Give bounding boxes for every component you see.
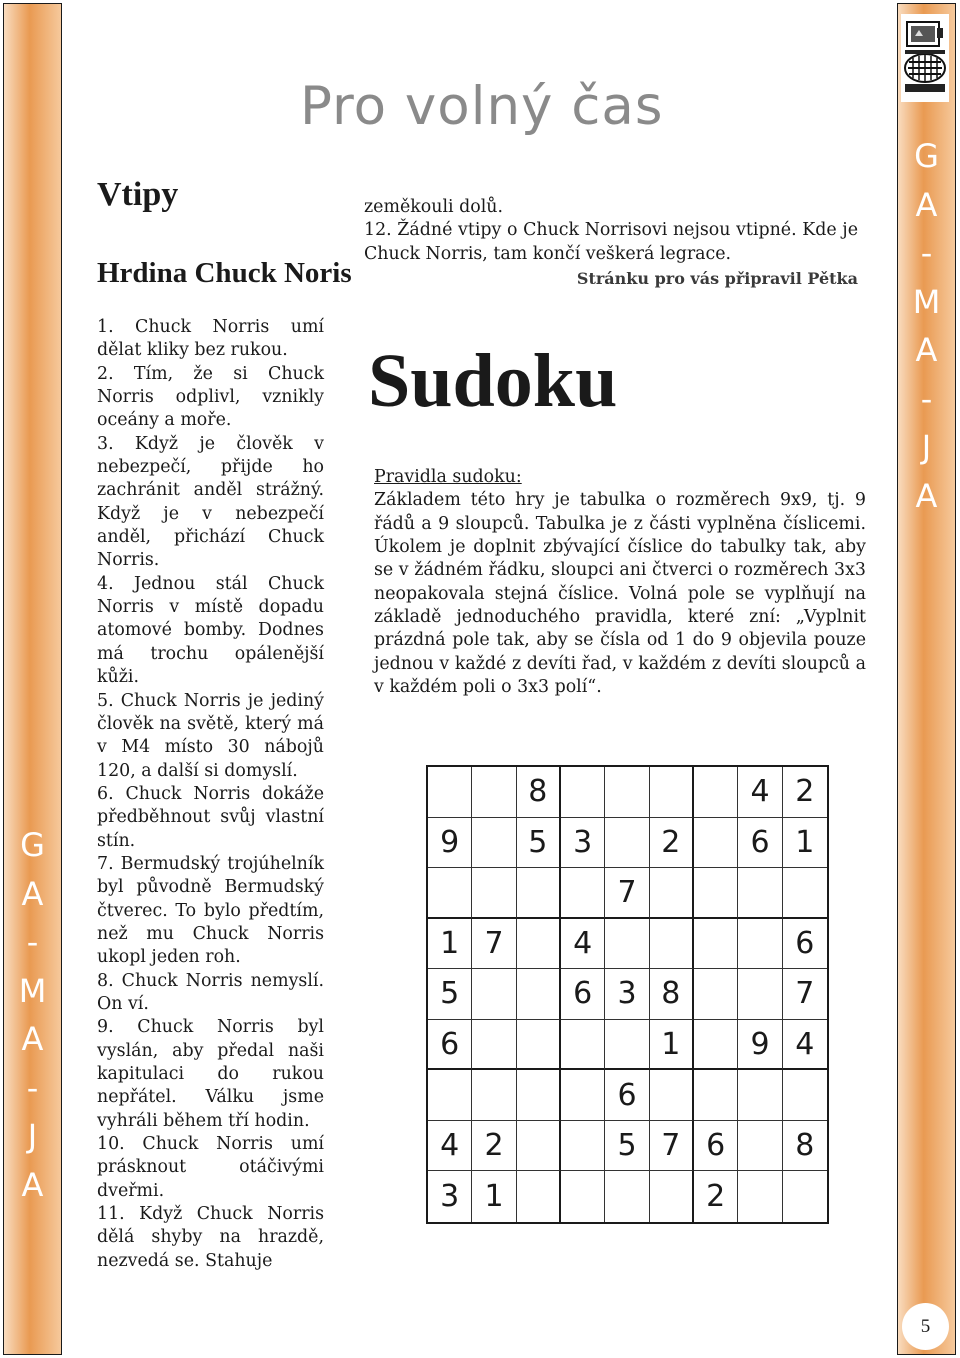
sudoku-cell: 6 [738, 818, 782, 869]
side-letter: A [915, 476, 938, 515]
sudoku-cell [605, 767, 649, 818]
sudoku-cell [738, 969, 782, 1020]
joke-item: 3. Když je člověk v nebezpečí, přijde ho zachránit anděl strážný. Když je v nebezpečí anděl, přichází Chuck Norris. [97, 433, 324, 571]
sudoku-cell [472, 1020, 516, 1071]
sudoku-cell: 5 [517, 818, 561, 869]
joke-item: 7. Bermudský trojúhelník byl původně Bermudský čtverec. To bylo předtím, než mu Chuck Norris ukopl jeden roh. [97, 853, 324, 968]
sudoku-cell [472, 1070, 516, 1121]
sudoku-cell [738, 919, 782, 970]
side-letter: - [920, 379, 933, 418]
side-letter: J [27, 1117, 38, 1155]
sudoku-cell: 8 [650, 969, 694, 1020]
joke-item: 2. Tím, že si Chuck Norris odplivl, vznikly oceány a moře. [97, 363, 324, 431]
sudoku-cell [561, 1171, 605, 1222]
sudoku-cell: 5 [605, 1121, 649, 1172]
sudoku-cell: 2 [472, 1121, 516, 1172]
side-letter: A [915, 331, 938, 369]
joke-item: 6. Chuck Norris dokáže předběhnout svůj vlastní stín. [97, 783, 324, 851]
side-letter: M [18, 971, 47, 1010]
sudoku-cell [694, 767, 738, 818]
sudoku-cell: 1 [472, 1171, 516, 1222]
jokes-heading: Vtipy [97, 176, 179, 213]
sudoku-cell: 4 [783, 1020, 827, 1071]
sudoku-cell: 7 [650, 1121, 694, 1172]
joke-item: 9. Chuck Norris byl vyslán, aby předal naši kapitulaci do rukou nepřátel. Válku jsme vyhráli během tří hodin. [97, 1017, 324, 1131]
sudoku-cell [517, 1070, 561, 1121]
side-letter: G [914, 137, 939, 175]
sudoku-cell: 5 [428, 969, 472, 1020]
sudoku-cell [561, 1020, 605, 1071]
sudoku-cell: 8 [517, 767, 561, 818]
sudoku-cell: 6 [605, 1070, 649, 1121]
sudoku-cell: 7 [605, 868, 649, 919]
sudoku-cell: 7 [472, 919, 516, 970]
sudoku-title: Sudoku [368, 339, 618, 423]
sudoku-cell [605, 919, 649, 970]
sudoku-cell: 2 [783, 767, 827, 818]
section-title: Pro volný čas [300, 76, 664, 137]
side-letter: - [26, 923, 39, 961]
page-number-badge [902, 1303, 949, 1350]
sudoku-cell: 1 [428, 919, 472, 970]
sudoku-cell [605, 1020, 649, 1071]
joke-item: 11. Když Chuck Norris dělá shyby na hrazdě, nezvedá se. Stahuje [97, 1204, 324, 1271]
sudoku-cell: 9 [738, 1020, 782, 1071]
left-side-bar [3, 3, 62, 1355]
sudoku-cell [650, 1171, 694, 1222]
side-letter: A [21, 1165, 44, 1204]
joke-item-12: 12. Žádné vtipy o Chuck Norrisovi nejsou vtipné. Kde je Chuck Norris, tam končí veškerá legrace. [364, 220, 858, 264]
sudoku-cell: 7 [783, 969, 827, 1020]
side-letter: - [920, 234, 933, 272]
sudoku-cell: 8 [783, 1121, 827, 1172]
sudoku-cell: 2 [650, 818, 694, 869]
sudoku-cell [472, 818, 516, 869]
side-letter: M [912, 282, 941, 321]
joke-continuation-text: zeměkouli dolů. [364, 197, 503, 217]
side-letter: - [26, 1068, 39, 1107]
sudoku-cell: 6 [428, 1020, 472, 1071]
sudoku-cell [694, 1070, 738, 1121]
joke-item: 5. Chuck Norris je jediný člověk na světě, který má v M4 místo 30 nábojů 120, a další si domyslí. [97, 690, 324, 781]
rules-title: Pravidla sudoku: [374, 467, 522, 487]
sudoku-cell [738, 1171, 782, 1222]
sudoku-cell [694, 969, 738, 1020]
sudoku-cell [738, 868, 782, 919]
side-letter: J [921, 428, 932, 466]
sudoku-cell: 1 [783, 818, 827, 869]
sudoku-cell [428, 1070, 472, 1121]
sudoku-cell [783, 1171, 827, 1222]
sudoku-cell: 2 [694, 1171, 738, 1222]
sudoku-cell [517, 919, 561, 970]
side-letter: A [21, 1020, 44, 1058]
joke-item: 8. Chuck Norris nemyslí. On ví. [97, 970, 324, 1014]
sudoku-cell [517, 1171, 561, 1222]
sudoku-cell [694, 868, 738, 919]
sudoku-cell: 3 [561, 818, 605, 869]
school-logo [901, 14, 949, 102]
sudoku-cell [650, 1070, 694, 1121]
sudoku-cell [561, 868, 605, 919]
sudoku-cell [561, 767, 605, 818]
sudoku-cell [472, 868, 516, 919]
jokes-continuation [364, 196, 858, 290]
sudoku-cell [738, 1121, 782, 1172]
sudoku-cell [738, 1070, 782, 1121]
jokes-subheading: Hrdina Chuck Noris [97, 257, 352, 289]
sudoku-cell [561, 1121, 605, 1172]
sudoku-cell [517, 1121, 561, 1172]
left-vertical-label [4, 821, 61, 1209]
sudoku-grid [426, 765, 829, 1224]
sudoku-cell [472, 969, 516, 1020]
jokes-list [97, 316, 324, 1273]
sudoku-cell: 4 [428, 1121, 472, 1172]
sudoku-rules [374, 466, 866, 699]
joke-item: 4. Jednou stál Chuck Norris v místě dopadu atomové bomby. Dodnes má trochu opálenější kůži. [97, 573, 324, 688]
sudoku-cell [517, 1020, 561, 1071]
sudoku-cell [517, 969, 561, 1020]
sudoku-cell [783, 1070, 827, 1121]
sudoku-cell: 6 [694, 1121, 738, 1172]
sudoku-cell: 1 [650, 1020, 694, 1071]
sudoku-cell: 6 [783, 919, 827, 970]
sudoku-cell [650, 919, 694, 970]
rules-text: Základem této hry je tabulka o rozměrech 9x9, tj. 9 řádů a 9 sloupců. Tabulka je z části vyplněna číslicemi. Úkolem je doplnit zbývající číslice do tabulky tak, aby se v žádném řádku, sloupci ani čtverci o rozměrech 3x3 neopakovala stejná číslice. Volná pole se vyplňují na základě jednoduchého pravidla, které zní: „Vyplnit prázdná pole tak, aby se čísla od 1 do 9 objevila pouze jednou v každé z devíti řad, v každém z devíti sloupců a v každém poli o 3x3 polí“. [374, 490, 866, 698]
page-number: 5 [920, 1316, 931, 1337]
computer-logo-icon [901, 14, 949, 102]
sudoku-cell [472, 767, 516, 818]
sudoku-cell [561, 1070, 605, 1121]
sudoku-cell [783, 868, 827, 919]
right-vertical-label [898, 132, 955, 520]
sudoku-cell: 3 [428, 1171, 472, 1222]
sudoku-cell [428, 868, 472, 919]
sudoku-cell [650, 767, 694, 818]
side-letter: A [915, 185, 938, 224]
joke-item: 1. Chuck Norris umí dělat kliky bez rukou. [97, 317, 324, 361]
sudoku-cell: 3 [605, 969, 649, 1020]
sudoku-cell [605, 1171, 649, 1222]
page-credit: Stránku pro vás připravil Pětka [576, 269, 858, 289]
sudoku-cell [650, 868, 694, 919]
sudoku-cell [517, 868, 561, 919]
side-letter: G [20, 826, 45, 864]
sudoku-cell [694, 818, 738, 869]
sudoku-cell: 4 [738, 767, 782, 818]
sudoku-cell [694, 919, 738, 970]
sudoku-cell [694, 1020, 738, 1071]
right-side-bar [897, 3, 956, 1355]
sudoku-cell [605, 818, 649, 869]
joke-item: 10. Chuck Norris umí prásknout otáčivými dveřmi. [97, 1134, 324, 1201]
sudoku-cell: 6 [561, 969, 605, 1020]
sudoku-cell: 9 [428, 818, 472, 869]
sudoku-cell [428, 767, 472, 818]
side-letter: A [21, 874, 44, 913]
sudoku-cell: 4 [561, 919, 605, 970]
